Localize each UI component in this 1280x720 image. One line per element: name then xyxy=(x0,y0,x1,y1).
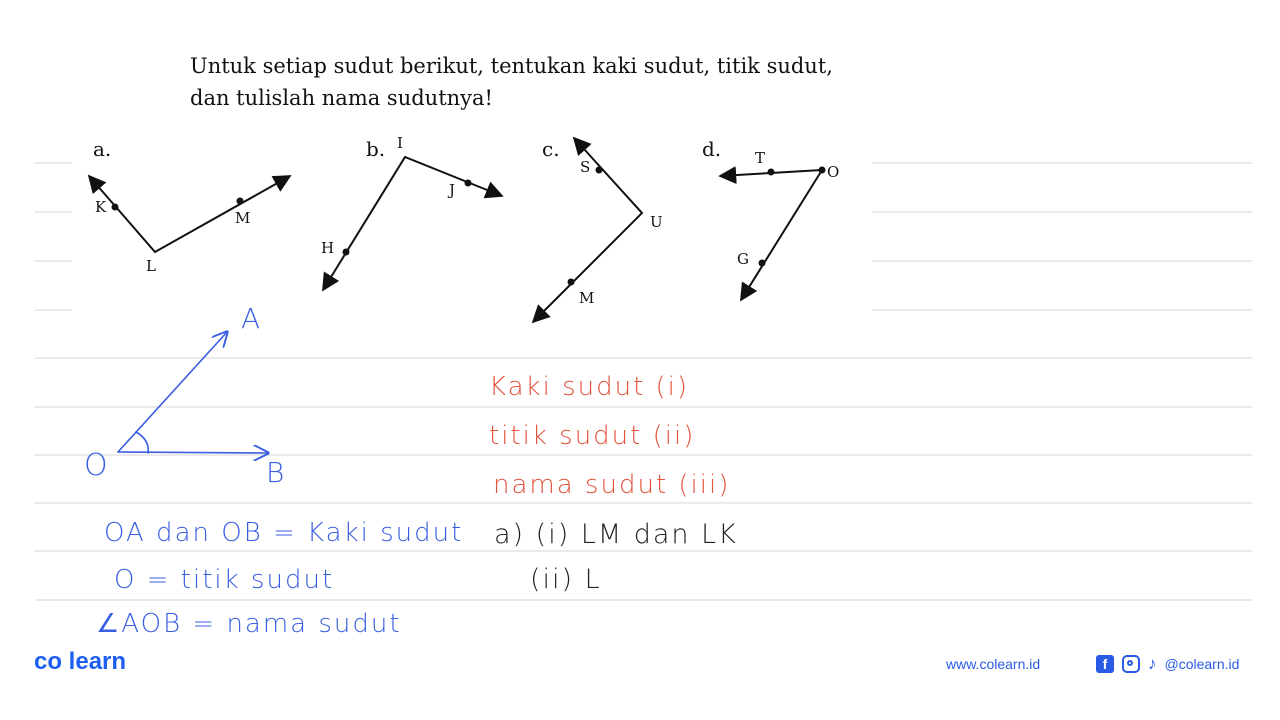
legend-kaki-sudut: Kaki sudut (i) xyxy=(489,372,690,402)
figure-b-angle xyxy=(323,157,502,290)
example-label-b: B xyxy=(266,456,287,489)
colearn-logo: co learn xyxy=(34,648,127,675)
example-label-o: O xyxy=(84,448,110,483)
social-handle[interactable]: @colearn.id xyxy=(1164,656,1240,672)
point-label-m-c: M xyxy=(579,289,595,307)
figure-a-label: a. xyxy=(93,137,112,161)
answer-a-ii: (ii) L xyxy=(530,564,602,595)
figure-b-label: b. xyxy=(366,137,386,161)
note-nama-sudut: ∠AOB = nama sudut xyxy=(96,609,402,639)
tiktok-icon[interactable]: ♪ xyxy=(1148,654,1157,673)
answer-a-i: a) (i) LM dan LK xyxy=(494,519,738,550)
point-label-t: T xyxy=(755,149,766,167)
point-label-i: I xyxy=(397,134,403,152)
figure-b-point-h xyxy=(343,249,350,256)
point-label-m-a: M xyxy=(235,209,251,227)
figure-d-angle xyxy=(720,170,822,300)
example-angle-aob xyxy=(118,332,268,453)
figure-d-point-o xyxy=(819,167,826,174)
point-label-g: G xyxy=(737,250,749,268)
figure-c-point-m xyxy=(568,279,575,286)
point-label-k: K xyxy=(95,198,107,216)
problem-line-2: dan tulislah nama sudutnya! xyxy=(190,86,493,110)
point-label-l: L xyxy=(146,257,156,275)
figure-a-point-m xyxy=(237,198,244,205)
point-label-u: U xyxy=(650,213,663,231)
figure-d-point-t xyxy=(768,169,775,176)
point-label-j: J xyxy=(449,181,456,199)
point-label-s: S xyxy=(580,158,591,176)
note-titik-sudut: O = titik sudut xyxy=(114,565,335,595)
figure-b-point-j xyxy=(465,180,472,187)
note-kaki-sudut: OA dan OB = Kaki sudut xyxy=(104,518,464,548)
point-label-h: H xyxy=(321,239,335,257)
figure-d-point-g xyxy=(759,260,766,267)
instagram-icon[interactable] xyxy=(1122,655,1140,673)
example-label-a: A xyxy=(241,302,263,335)
footer-url[interactable]: www.colearn.id xyxy=(946,656,1041,672)
social-links xyxy=(1096,654,1239,674)
figure-c-point-s xyxy=(596,167,603,174)
figure-a-point-k xyxy=(112,204,119,211)
figure-a-angle xyxy=(89,176,290,252)
facebook-icon[interactable]: f xyxy=(1096,655,1114,673)
point-label-o: O xyxy=(827,163,840,181)
legend-titik-sudut: titik sudut (ii) xyxy=(489,421,696,451)
legend-nama-sudut: nama sudut (iii) xyxy=(493,470,731,500)
figure-d-label: d. xyxy=(702,137,722,161)
figure-c-label: c. xyxy=(542,137,560,161)
problem-line-1: Untuk setiap sudut berikut, tentukan kaki sudut, titik sudut, xyxy=(190,54,833,78)
